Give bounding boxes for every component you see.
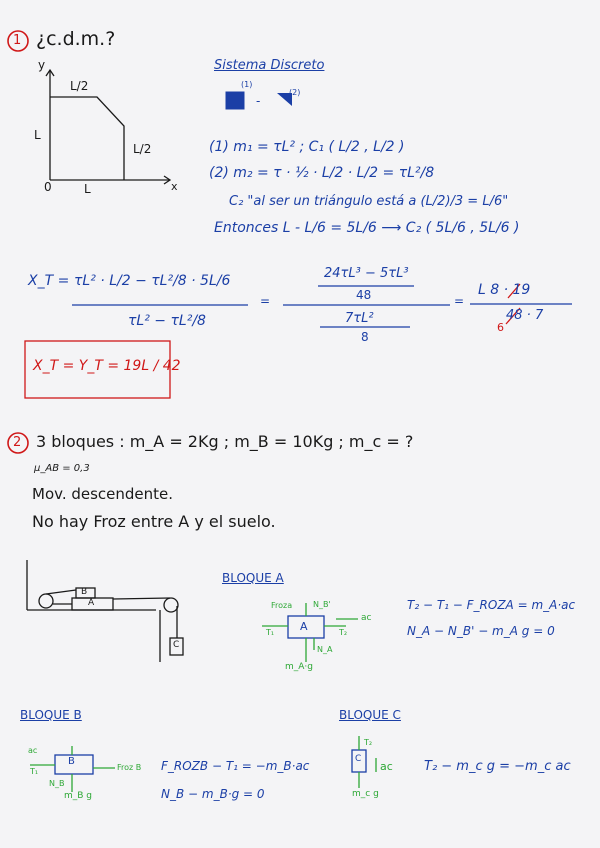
- bloqueA-t1: T₁: [266, 628, 275, 637]
- eq-sign-2: =: [454, 294, 465, 308]
- eq-piece1: (1) m₁ = τL² ; C₁ ( L/2 , L/2 ): [209, 139, 405, 155]
- diagram-label-A: A: [88, 598, 95, 608]
- xt-numerator-2: 24τL³ − 5τL³: [324, 266, 409, 281]
- xt-numerator-1: τL² · L/2 − τL²/8 · 5L/6: [74, 273, 231, 289]
- bloqueB-eq1: F_ROZB − T₁ = −m_B·ac: [161, 759, 310, 773]
- bloqueB-ac: ac: [28, 746, 38, 755]
- bloqueA-title: BLOQUE A: [222, 571, 284, 585]
- bloqueB-mbg: m_B g: [64, 791, 93, 801]
- problem2-number: 2: [13, 435, 22, 450]
- bloqueC-eq: T₂ − m_c g = −m_c ac: [424, 759, 571, 774]
- problem1-number: 1: [13, 33, 22, 48]
- bloqueA-mag: m_A·g: [285, 662, 313, 672]
- eq-sign-1: =: [260, 294, 271, 308]
- mu-ab: μ_AB = 0,3: [34, 463, 90, 474]
- bloqueC-box-label: C: [355, 754, 362, 764]
- problem2-line2: Mov. descendente.: [32, 485, 174, 503]
- graph-x-label: x: [171, 180, 178, 193]
- xt-denominator-2-den: 8: [361, 330, 369, 344]
- square-piece-icon: [226, 92, 244, 109]
- diagram-label-C: C: [173, 640, 180, 650]
- bloqueA-na: N_A: [317, 645, 333, 654]
- bloqueB-nb: N_B: [49, 779, 65, 788]
- bloqueC-ac: ac: [380, 760, 393, 773]
- bloqueA-eq1: T₂ − T₁ − F_ROZA = m_A·ac: [407, 598, 576, 612]
- xt-denominator-1: τL² − τL²/8: [128, 313, 206, 329]
- xt-lhs: X_T =: [28, 273, 70, 289]
- xt-numerator-3: L 8 · 19: [478, 282, 531, 298]
- problem2-statement: 3 bloques : m_A = 2Kg ; m_B = 10Kg ; m_c = ?: [36, 432, 414, 451]
- graph-origin: 0: [44, 180, 52, 194]
- pulley-diagram: [27, 560, 183, 662]
- graph-top-label: L/2: [70, 79, 89, 93]
- graph-y-label: y: [38, 58, 46, 72]
- piece2-label: (2): [289, 88, 301, 97]
- problem2-line3: No hay Froz entre A y el suelo.: [32, 512, 276, 531]
- bloqueC-t2: T₂: [364, 738, 373, 747]
- pieces-dash: -: [256, 94, 261, 108]
- bloqueB-froz: Froz B: [117, 763, 142, 772]
- bloqueB-t1: T₁: [30, 767, 39, 776]
- diagram-label-B: B: [81, 587, 88, 597]
- bloqueA-eq2: N_A − N_B' − m_A g = 0: [407, 624, 555, 638]
- problem1-title: ¿c.d.m.?: [36, 28, 116, 50]
- bloqueB-title: BLOQUE B: [20, 708, 82, 722]
- note-triangle: C₂ "al ser un triángulo está a (L/2)/3 = L/6": [229, 194, 509, 209]
- bloqueA-t2: T₂: [339, 628, 348, 637]
- shape-graph: [46, 70, 170, 184]
- bloqueA-nb: N_B': [313, 600, 331, 609]
- bloqueA-ac: ac: [361, 613, 372, 623]
- xt-numerator-2-den: 48: [356, 288, 372, 302]
- piece1-label: (1): [241, 80, 253, 89]
- bloqueC-title: BLOQUE C: [339, 708, 401, 722]
- bloqueB-eq2: N_B − m_B·g = 0: [161, 787, 265, 801]
- graph-right-label: L/2: [133, 142, 152, 156]
- xt-denominator-3: 48 · 7: [506, 308, 544, 323]
- bloqueA-box-label: A: [300, 620, 308, 633]
- graph-bottom-label: L: [84, 182, 91, 196]
- xt-denominator-2: 7τL²: [345, 311, 374, 326]
- bloqueB-box-label: B: [68, 756, 75, 767]
- result-xt-yt: X_T = Y_T = 19L / 42: [33, 358, 181, 374]
- xt-strike-6: 6: [497, 321, 504, 334]
- graph-left-label: L: [34, 128, 41, 142]
- system-title: Sistema Discreto: [214, 58, 325, 73]
- bloqueC-mcg: m_c g: [352, 789, 379, 799]
- bloqueA-froza: Froza: [271, 601, 293, 610]
- entonces-line: Entonces L - L/6 = 5L/6 ⟶ C₂ ( 5L/6 , 5L/6 ): [214, 220, 520, 236]
- eq-piece2: (2) m₂ = τ · ½ · L/2 · L/2 = τL²/8: [209, 165, 435, 181]
- bloqueB-fbd: [30, 746, 115, 792]
